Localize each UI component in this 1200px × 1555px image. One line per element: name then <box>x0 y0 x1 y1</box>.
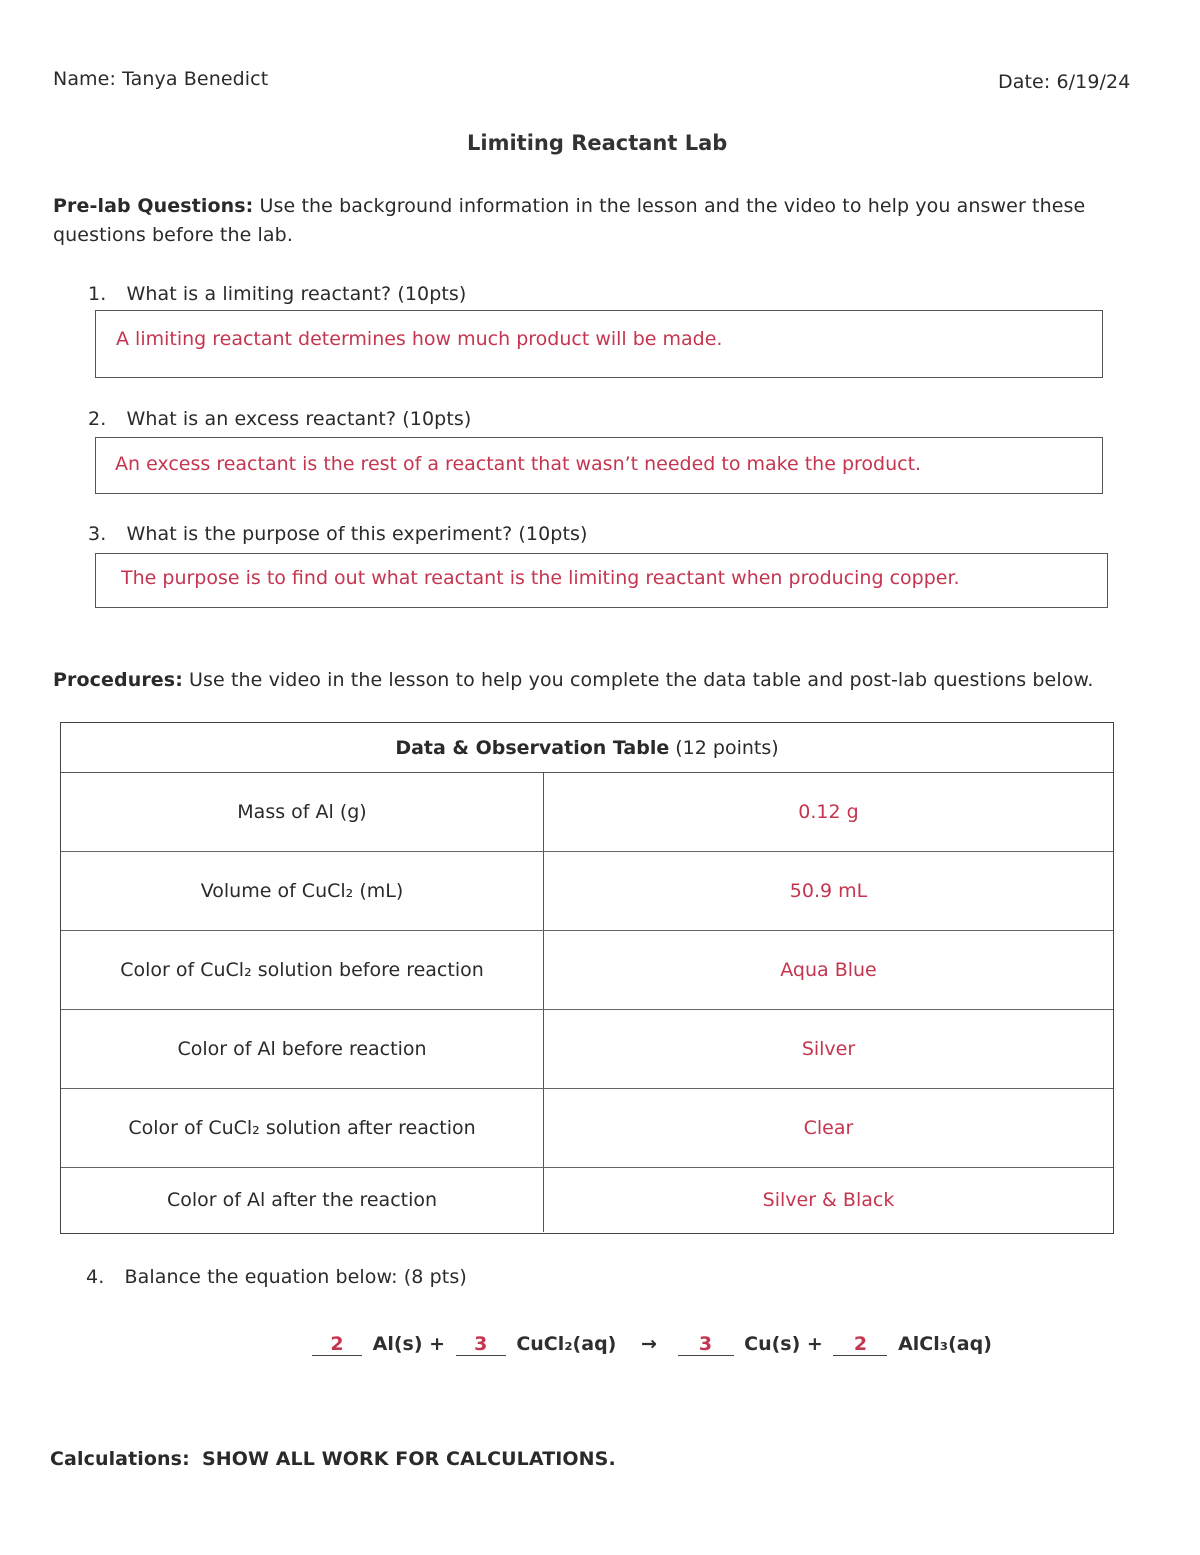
calculations-label: Calculations: <box>50 1448 190 1470</box>
reaction-arrow-icon: → <box>640 1333 657 1355</box>
answer-box-3 <box>95 553 1108 608</box>
data-observation-table <box>60 722 1114 1234</box>
question-2-text: What is an excess reactant? (10pts) <box>126 408 472 430</box>
table-cell-label: Color of Al after the reaction <box>61 1168 544 1232</box>
table-cell-value: Aqua Blue <box>780 959 877 981</box>
species-cucl2: CuCl₂(aq) <box>516 1333 617 1355</box>
procedures-instructions <box>53 669 1093 691</box>
table-cell-label: Mass of Al (g) <box>61 773 544 851</box>
table-row <box>61 852 1113 931</box>
prelab-text-line1: Use the background information in the lesson and the video to help you answer these <box>259 195 1086 217</box>
answer-2: An excess reactant is the rest of a reactant that wasn’t needed to make the product. <box>115 453 922 475</box>
species-cu: Cu(s) + <box>744 1333 823 1355</box>
prelab-label: Pre-lab Questions: <box>53 195 254 217</box>
student-name: Name: Tanya Benedict <box>53 68 269 90</box>
table-row <box>61 1010 1113 1089</box>
question-1 <box>88 283 466 305</box>
answer-box-1 <box>95 310 1103 378</box>
species-al: Al(s) + <box>372 1333 446 1355</box>
answer-box-2 <box>95 437 1103 494</box>
table-cell-value: Silver <box>801 1038 856 1060</box>
table-cell-label: Color of Al before reaction <box>61 1010 544 1088</box>
table-row <box>61 931 1113 1010</box>
coefficient-blank-2[interactable]: 3 <box>456 1333 506 1356</box>
table-title-bold: Data & Observation Table <box>395 736 670 759</box>
question-4-number: 4. <box>86 1266 105 1288</box>
calculations-section <box>50 1448 616 1470</box>
calculations-text: SHOW ALL WORK FOR CALCULATIONS. <box>201 1448 616 1470</box>
coefficient-blank-1[interactable]: 2 <box>312 1333 362 1356</box>
question-1-text: What is a limiting reactant? (10pts) <box>126 283 467 305</box>
coefficient-blank-4[interactable]: 2 <box>833 1333 887 1356</box>
table-row <box>61 1168 1113 1232</box>
table-cell-label: Volume of CuCl₂ (mL) <box>61 852 544 930</box>
table-title <box>61 723 1113 773</box>
balanced-equation <box>312 1333 996 1356</box>
question-3-number: 3. <box>88 523 107 545</box>
question-4 <box>86 1266 467 1288</box>
page-title: Limiting Reactant Lab <box>467 131 728 155</box>
table-row <box>61 773 1113 852</box>
date: Date: 6/19/24 <box>998 71 1131 93</box>
table-cell-value: Silver & Black <box>762 1189 895 1211</box>
question-3-text: What is the purpose of this experiment? (10pts) <box>126 523 588 545</box>
question-1-number: 1. <box>88 283 107 305</box>
species-alcl3: AlCl₃(aq) <box>898 1333 992 1355</box>
table-cell-label: Color of CuCl₂ solution after reaction <box>61 1089 544 1167</box>
prelab-text-line2: questions before the lab. <box>53 224 293 246</box>
procedures-text: Use the video in the lesson to help you complete the data table and post-lab questions below. <box>189 669 1094 691</box>
question-2-number: 2. <box>88 408 107 430</box>
table-cell-label: Color of CuCl₂ solution before reaction <box>61 931 544 1009</box>
question-4-text: Balance the equation below: (8 pts) <box>124 1266 467 1288</box>
table-cell-value: 0.12 g <box>798 801 859 823</box>
question-3 <box>88 523 588 545</box>
table-row <box>61 1089 1113 1168</box>
coefficient-blank-3[interactable]: 3 <box>678 1333 734 1356</box>
procedures-label: Procedures: <box>53 669 183 691</box>
table-cell-value: 50.9 mL <box>789 880 868 902</box>
table-title-points: (12 points) <box>675 736 779 759</box>
answer-1: A limiting reactant determines how much product will be made. <box>116 328 723 350</box>
answer-3: The purpose is to find out what reactant is the limiting reactant when producing copper. <box>121 567 960 589</box>
prelab-instructions <box>53 195 1085 217</box>
question-2 <box>88 408 471 430</box>
table-cell-value: Clear <box>803 1117 854 1139</box>
